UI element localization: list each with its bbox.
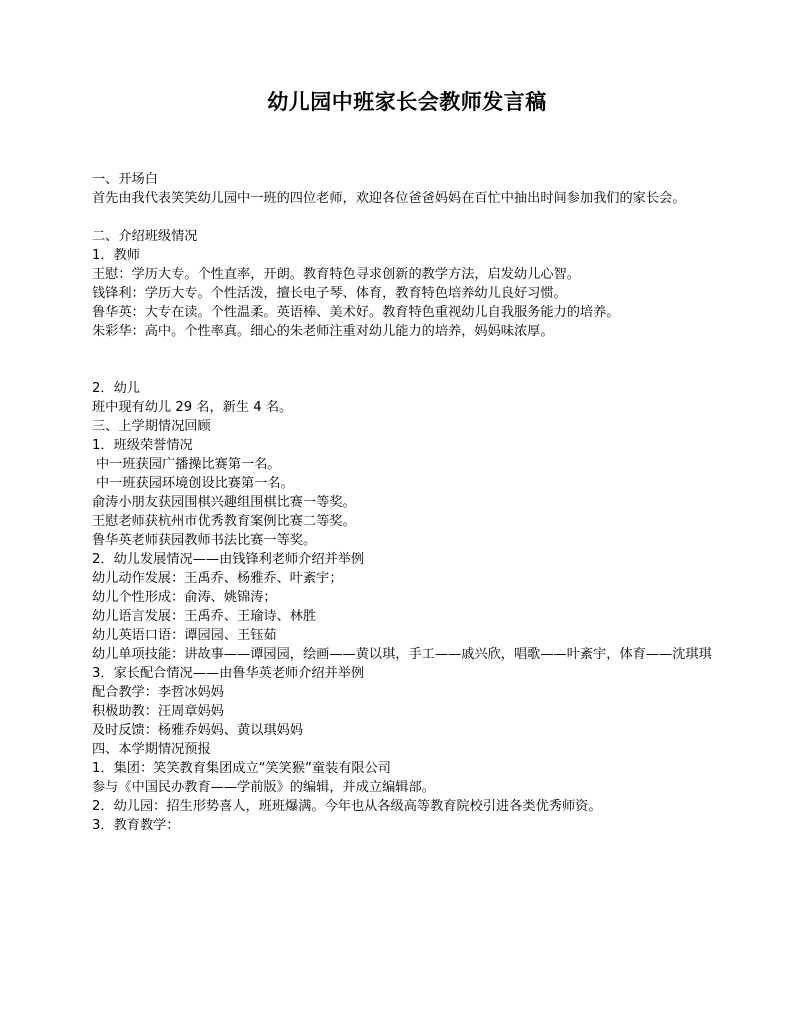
teacher-line: 朱彩华：高中。个性率真。细心的朱老师注重对幼儿能力的培养，妈妈味浓厚。: [92, 324, 554, 339]
forecast-line: 3．教育教学：: [92, 818, 180, 833]
section-3-heading: 三、上学期情况回顾: [92, 419, 211, 434]
subsection-children: 2．幼儿: [92, 381, 140, 396]
honor-line: 中一班获园环境创设比赛第一名。: [96, 476, 294, 491]
teacher-line: 鲁华英：大专在读。个性温柔。英语棒、美术好。教育特色重视幼儿自我服务能力的培养。: [92, 305, 620, 320]
section-1-heading: 一、开场白: [92, 172, 158, 187]
subsection-honors: 1．班级荣誉情况: [92, 438, 193, 453]
honor-line: 俞涛小朋友获园围棋兴趣组围棋比赛一等奖。: [92, 495, 356, 510]
cooperation-line: 积极助教：汪周章妈妈: [92, 704, 224, 719]
spacer: [92, 341, 732, 379]
teacher-line: 王慰：学历大专。个性直率，开朗。教育特色寻求创新的教学方法，启发幼儿心智。: [92, 267, 580, 282]
honor-line: 鲁华英老师获园教师书法比赛一等奖。: [92, 533, 317, 548]
cooperation-line: 及时反馈：杨雅乔妈妈、黄以琪妈妈: [92, 723, 303, 738]
section-2-heading: 二、介绍班级情况: [92, 229, 198, 244]
subsection-cooperation: 3．家长配合情况——由鲁华英老师介绍并举例: [92, 666, 365, 681]
teacher-line: 钱锋利：学历大专。个性活泼，擅长电子琴、体育，教育特色培养幼儿良好习惯。: [92, 286, 567, 301]
subsection-development: 2．幼儿发展情况——由钱锋利老师介绍并举例: [92, 552, 365, 567]
forecast-line: 1．集团：笑笑教育集团成立“笑笑猴”童装有限公司: [92, 761, 391, 776]
development-line: 幼儿动作发展：王禹乔、杨雅乔、叶紊宇；: [92, 571, 343, 586]
skills-paragraph: 幼儿单项技能：讲故事——谭园园，绘画——黄以琪，手工——戚兴欣，唱歌——叶紊宇，体育——沈琪琪: [92, 647, 712, 662]
honor-line: 中一班获园广播操比赛第一名。: [96, 457, 281, 472]
document-title: 幼儿园中班家长会教师发言稿: [267, 89, 547, 114]
cooperation-line: 配合教学：李哲冰妈妈: [92, 685, 224, 700]
children-count: 班中现有幼儿 29 名，新生 4 名。: [92, 400, 293, 415]
honor-line: 王慰老师获杭州市优秀教育案例比赛二等奖。: [92, 514, 356, 529]
forecast-line: 参与《中国民办教育——学前版》的编辑，并成立编辑部。: [92, 780, 435, 795]
section-4-heading: 四、本学期情况预报: [92, 742, 211, 757]
subsection-teachers: 1．教师: [92, 248, 140, 263]
document-page: [92, 88, 732, 835]
development-line: 幼儿个性形成：俞涛、姚锦涛；: [92, 590, 277, 605]
development-line: 幼儿语言发展：王禹乔、王瑜诗、林胜: [92, 609, 317, 624]
forecast-line: 2．幼儿园：招生形势喜人，班班爆满。今年也从各级高等教育院校引进各类优秀师资。: [92, 799, 602, 814]
spacer: [92, 208, 732, 227]
development-line: 幼儿英语口语：谭园园、王钰茹: [92, 628, 277, 643]
opening-paragraph: 首先由我代表笑笑幼儿园中一班的四位老师，欢迎各位爸爸妈妈在百忙中抽出时间参加我们的家长会。: [92, 191, 686, 206]
